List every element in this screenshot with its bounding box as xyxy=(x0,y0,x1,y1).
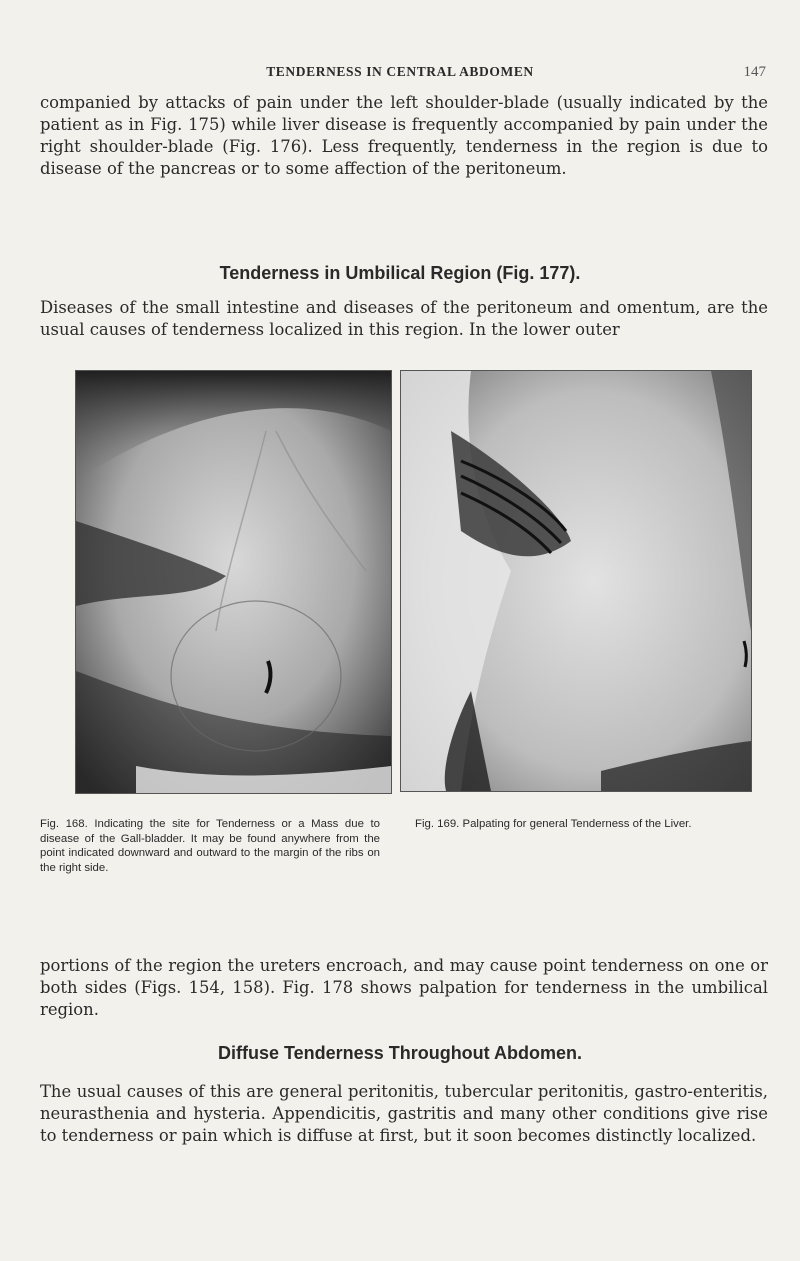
figure-gallbladder-photo xyxy=(75,370,392,794)
figure-liver-palpation-photo xyxy=(400,370,752,792)
running-head xyxy=(0,64,800,86)
caption-figure-169: Fig. 169. Palpating for general Tenderness of the Liver. xyxy=(415,818,692,830)
paragraph-intro: companied by attacks of pain under the left shoulder-blade (usually indicated by the patient as in Fig. 175) while liver disease is frequently accompanied by pain under the right shoulder-blade (Fig. 176). Less frequently, tenderness in the region is due to disease of the pancreas or to some affection of the peritoneum. xyxy=(40,93,768,178)
paragraph-umbilical: Diseases of the small intestine and diseases of the peritoneum and omentum, are the usual causes of tenderness localized in this region. In the lower outer xyxy=(40,298,768,339)
paragraph-diffuse: The usual causes of this are general peritonitis, tubercular peritonitis, gastro-enteritis, neurasthenia and hysteria. Appendicitis, gastritis and many other conditions give rise to tenderness or pain which is diffuse at first, but it soon becomes distinctly localized. xyxy=(40,1082,768,1145)
page-number: 147 xyxy=(743,64,766,80)
caption-figure-168: Fig. 168. Indicating the site for Tenderness or a Mass due to disease of the Gall-bladder. It may be found anywhere from the point indicated downward and outward to the margin of the ribs on the right side. xyxy=(40,818,380,874)
running-title: TENDERNESS IN CENTRAL ABDOMEN xyxy=(266,64,534,79)
heading-diffuse: Diffuse Tenderness Throughout Abdomen. xyxy=(218,1043,582,1063)
paragraph-ureters: portions of the region the ureters encroach, and may cause point tenderness on one or both sides (Figs. 154, 158). Fig. 178 shows palpation for tenderness in the umbilical region. xyxy=(40,956,768,1019)
heading-umbilical: Tenderness in Umbilical Region (Fig. 177). xyxy=(219,263,581,283)
